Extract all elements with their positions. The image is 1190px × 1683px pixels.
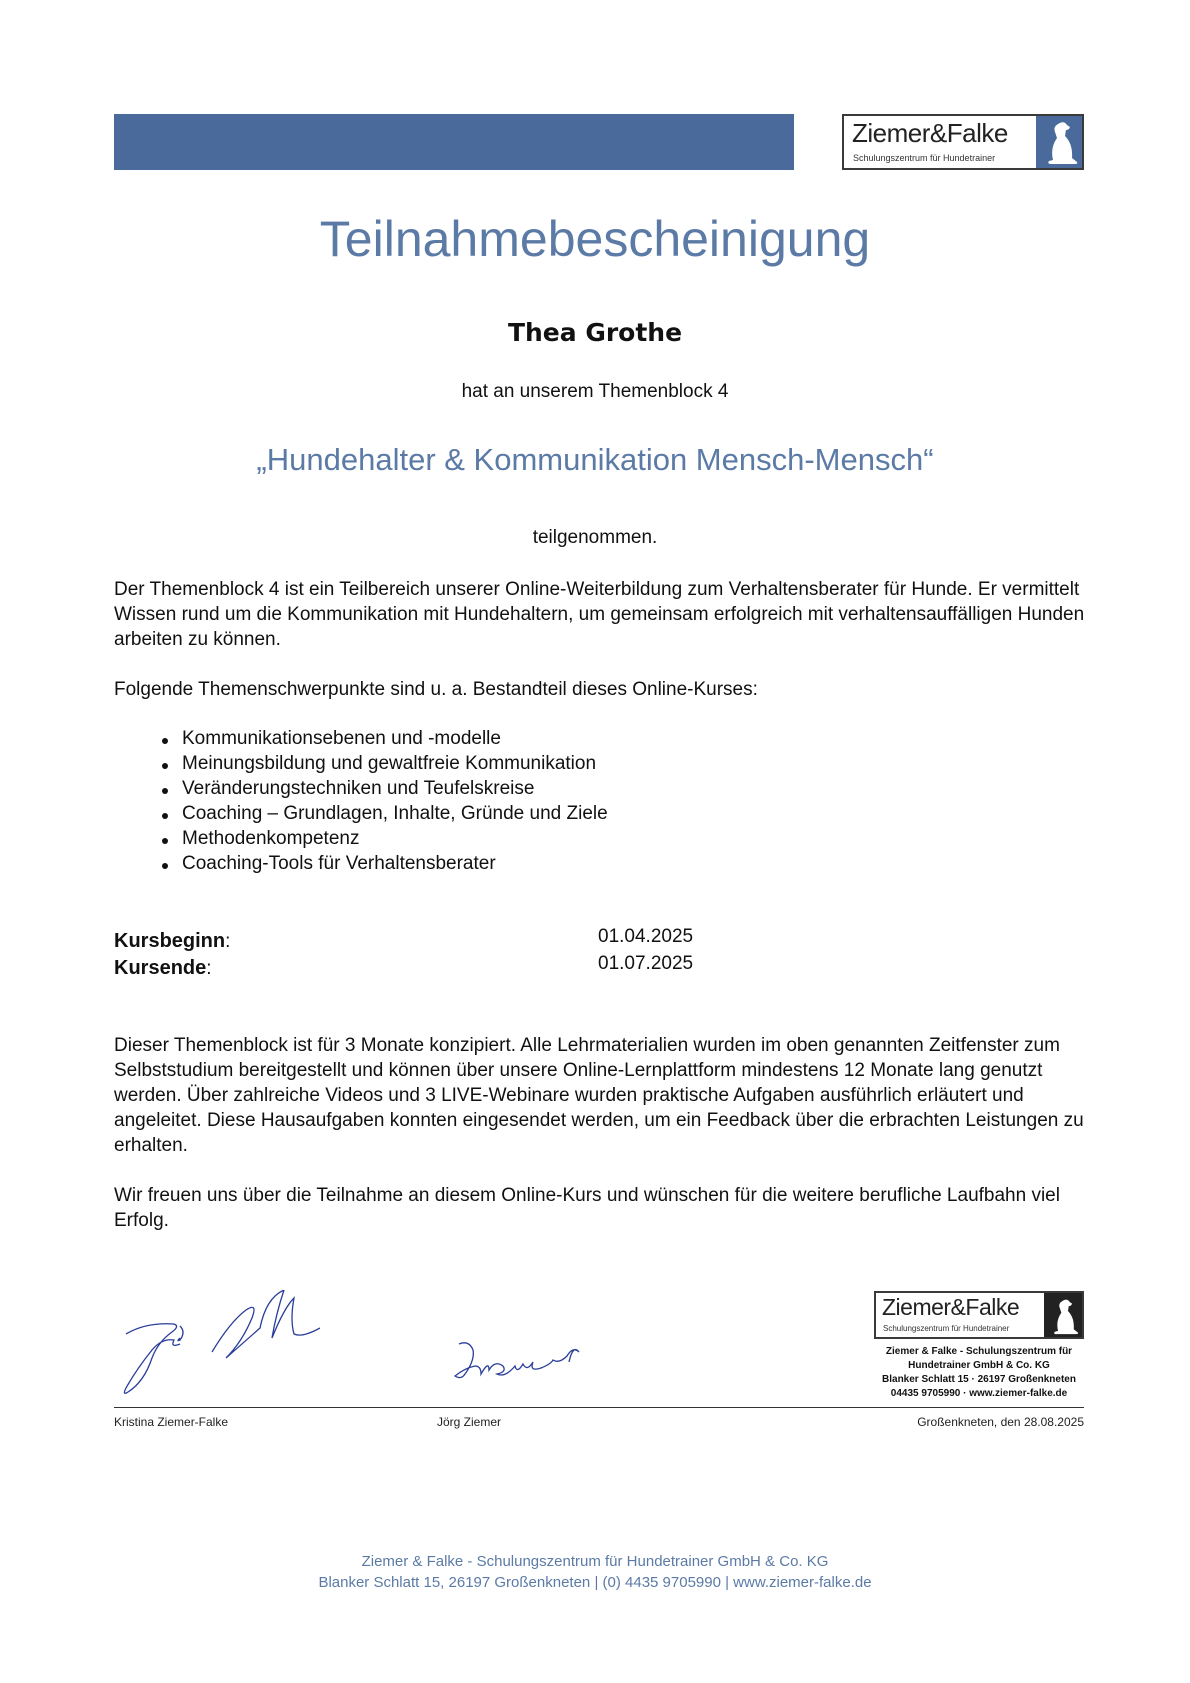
logo-subtitle: Schulungszentrum für Hundetrainer — [853, 153, 996, 163]
list-item: Kommunikationsebenen und -modelle — [160, 726, 608, 751]
topics-intro: Folgende Themenschwerpunkte sind u. a. Bestandteil dieses Online-Kurses: — [114, 679, 758, 700]
bullet-icon — [162, 788, 168, 794]
signature-line — [114, 1407, 1084, 1408]
list-item: Meinungsbildung und gewaltfreie Kommunikation — [160, 751, 608, 776]
list-item: Coaching-Tools für Verhaltensberater — [160, 851, 608, 876]
signer-1-name: Kristina Ziemer-Falke — [114, 1415, 229, 1429]
logo-brand: Ziemer&Falke — [852, 118, 1008, 148]
course-end-label: Kursende: — [114, 957, 212, 979]
course-title: „Hundehalter & Kommunikation Mensch-Mensch“ — [256, 442, 934, 477]
signature-1 — [120, 1290, 320, 1405]
signer-2-name: Jörg Ziemer — [437, 1415, 502, 1429]
logo — [842, 114, 1084, 170]
topics-list — [160, 726, 608, 876]
certificate-title: Teilnahmebescheinigung — [319, 211, 871, 267]
list-item: Methodenkompetenz — [160, 826, 608, 851]
footer-address: Blanker Schlatt 15, 26197 Großenkneten | (0) 4435 9705990 | www.ziemer-falke.de — [318, 1574, 872, 1591]
course-start-value: 01.04.2025 — [598, 926, 694, 947]
description-paragraph: Der Themenblock 4 ist ein Teilbereich unserer Online-Weiterbildung zum Verhaltensberater für Hunde. Er vermittelt Wissen rund um die Kommunikation mit Hundehaltern, um gemeinsam erfolgreich mit verhaltensauffälligen Hunden arbeiten zu können. — [114, 579, 1085, 650]
participated-line: teilgenommen. — [532, 527, 658, 548]
company-stamp-logo — [874, 1291, 1084, 1339]
signature-2 — [445, 1330, 595, 1395]
bullet-icon — [162, 763, 168, 769]
list-item: Coaching – Grundlagen, Inhalte, Gründe und Ziele — [160, 801, 608, 826]
stamp-subtitle: Schulungszentrum für Hundetrainer — [883, 1324, 1010, 1333]
bullet-icon — [162, 813, 168, 819]
details-paragraph: Dieser Themenblock ist für 3 Monate konzipiert. Alle Lehrmaterialien wurden im oben genannten Zeitfenster zum Selbststudium bereitgestellt und können über unsere Online-Lernplattform mindestens 12 Monate lang genutzt werden. Über zahlreiche Videos und 3 LIVE-Webinare wurden praktische Aufgaben ausführlich erläutert und angeleitet. Diese Hausaufgaben konnten eingesendet werden, um ein Feedback über die erbrachten Leistungen zu erhalten. — [114, 1035, 1084, 1156]
course-start-label: Kursbeginn: — [114, 930, 231, 952]
list-item: Veränderungstechniken und Teufelskreise — [160, 776, 608, 801]
header-bar — [114, 114, 794, 170]
bullet-icon — [162, 738, 168, 744]
footer-company: Ziemer & Falke - Schulungszentrum für Hundetrainer GmbH & Co. KG — [361, 1553, 829, 1570]
dog-icon — [1036, 116, 1082, 168]
bullet-icon — [162, 863, 168, 869]
place-date: Großenkneten, den 28.08.2025 — [917, 1415, 1084, 1429]
bullet-icon — [162, 838, 168, 844]
course-end-value: 01.07.2025 — [598, 953, 694, 974]
dog-icon — [1044, 1293, 1082, 1337]
participant-name: Thea Grothe — [507, 318, 683, 347]
company-stamp-text: Ziemer & Falke - Schulungszentrum für Hundetrainer GmbH & Co. KG Blanker Schlatt 15 · 26197 Großenkneten 04435 9705990 · www.ziemer-falke.de — [882, 1346, 1076, 1399]
intro-line: hat an unserem Themenblock 4 — [461, 381, 729, 402]
stamp-brand: Ziemer&Falke — [882, 1294, 1020, 1320]
closing-paragraph: Wir freuen uns über die Teilnahme an diesem Online-Kurs und wünschen für die weitere berufliche Laufbahn viel Erfolg. — [114, 1185, 1060, 1231]
